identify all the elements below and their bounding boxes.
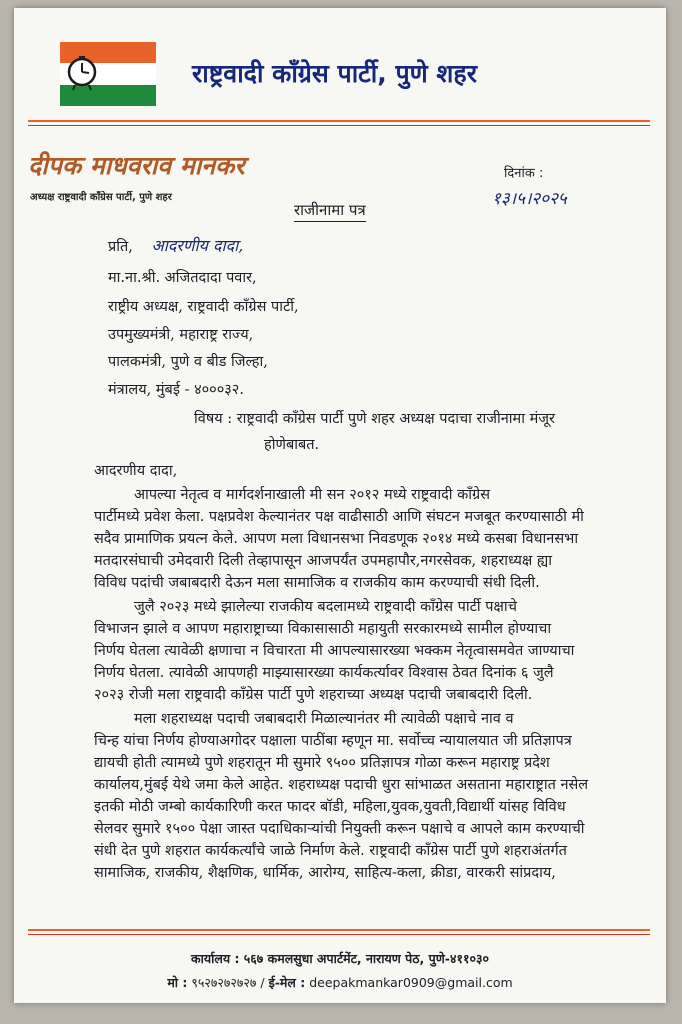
addressee-line: राष्ट्रीय अध्यक्ष, राष्ट्रवादी काँग्रेस पार्टी, [108,299,299,315]
party-name-heading: राष्ट्रवादी काँग्रेस पार्टी, पुणे शहर [192,59,477,88]
addressee-line: मा.ना.श्री. अजितदादा पवार, [108,270,257,286]
letter-page [14,8,666,1003]
paragraph-line: द्यायची होती त्यामध्ये पुणे शहरातून मी सुमारे ९५०० प्रतिज्ञापत्र गोळा करून महाराष्ट्र प्रदेश [94,755,550,771]
contact-separator: / [260,975,265,990]
handwritten-salutation: आदरणीय दादा, [151,236,244,255]
paragraph-line: निर्णय घेतला त्यावेळी क्षणाचा न विचारता मी आपल्यासारख्या भक्कम नेतृत्वासमवेत जाण्याचा [94,643,575,659]
paragraph-line: जुलै २०२३ मध्ये झालेल्या राजकीय बदलामध्ये राष्ट्रवादी काँग्रेस पार्टी पक्षाचे [134,599,517,615]
paragraph-line: इतकी मोठी जम्बो कार्यकारिणी करत फादर बॉडी, महिला,युवक,युवती,विद्यार्थी यांसह विविध [94,799,566,815]
email-label: ई-मेल : [268,975,306,990]
email-address: deepakmankar0909@gmail.com [309,975,513,990]
clock-flag-icon [60,42,156,106]
subject-line: होणेबाबत. [264,437,320,453]
header-rule-red [28,125,650,126]
paragraph-line: विभाजन झाले व आपण महाराष्ट्राच्या विकासासाठी महायुती सरकारमध्ये सामील होण्याचा [94,621,552,637]
date-value: १३।५।२०२५ [492,189,567,209]
paragraph-line: चिन्ह यांचा निर्णय होण्याअगोदर पक्षाला पाठींबा म्हणून मा. सर्वोच्च न्यायालयात जी प्रतिज्ञापत्र [94,733,572,749]
footer-contact [14,974,666,991]
paragraph-line: कार्यालय,मुंबई येथे जमा केले आहेत. शहराध्यक्ष पदाची धुरा सांभाळत असताना महाराष्ट्रात नसेल [94,777,589,793]
date-label: दिनांक : [504,166,544,181]
paragraph-line: मतदारसंघाची उमेदवारी दिली तेव्हापासून आजपर्यंत उपमहापौर,नगरसेवक, शहराध्यक्ष ह्या [94,553,553,569]
body-paragraph [94,484,634,594]
footer-office-address: कार्यालय : ५६७ कमलसुधा अपार्टमेंट, नारायण पेठ, पुणे-४११०३० [191,951,489,966]
footer-rule-red [28,934,650,935]
mobile-number: ९५२७२७२७२७ [191,975,257,990]
body-paragraph [94,596,634,706]
paragraph-line: संधी देत पुणे शहरात कार्यकर्त्यांचे जाळे निर्माण केले. राष्ट्रवादी काँग्रेस पार्टी पुणे शहराअंतर्गत [94,843,567,859]
paragraph-line: सामाजिक, राजकीय, शैक्षणिक, धार्मिक, आरोग्य, साहित्य-कला, क्रीडा, वारकरी सांप्रदाय, [94,865,556,881]
body-paragraph [94,708,634,884]
paragraph-line: मला शहराध्यक्ष पदाची जबाबदारी मिळाल्यानंतर मी त्यावेळी पक्षाचे नाव व [134,711,514,727]
greeting: आदरणीय दादा, [94,463,178,479]
subject-line: विषय : राष्ट्रवादी काँग्रेस पार्टी पुणे शहर अध्यक्ष पदाचा राजीनामा मंजूर [194,411,555,427]
addressee-prefix: प्रति, [108,239,133,255]
footer-rule-saffron [28,929,650,931]
signatory-name: दीपक माधवराव मानकर [28,151,245,180]
subject-block [194,406,634,458]
mobile-label: मो : [167,975,188,990]
party-logo [60,42,156,106]
signatory-designation: अध्यक्ष राष्ट्रवादी काँग्रेस पार्टी, पुणे शहर [30,192,172,203]
paragraph-line: सेलवर सुमारे १५०० पेक्षा जास्त पदाधिकाऱ्यांची नियुक्ती करून पक्षाचे व आपले काम करण्याची [94,821,585,837]
header-rule-saffron [28,120,650,122]
paragraph-line: पार्टीमध्ये प्रवेश केला. पक्षप्रवेश केल्यानंतर पक्ष वाढीसाठी आणि संघटन मजबूत करण्यासाठी मी [94,509,584,525]
addressee-line: मंत्रालय, मुंबई - ४०००३२. [108,382,244,398]
addressee-prefix-line [108,234,243,256]
paragraph-line: सदैव प्रामाणिक प्रयत्न केले. आपण मला विधानसभा निवडणूक २०१४ मध्ये कसबा विधानसभा [94,531,579,547]
document-title: राजीनामा पत्र [294,200,366,222]
paragraph-line: विविध पदांची जबाबदारी देऊन मला सामाजिक व राजकीय काम करण्याची संधी दिली. [94,575,540,591]
paragraph-line: आपल्या नेतृत्व व मार्गदर्शनाखाली मी सन २०१२ मध्ये राष्ट्रवादी काँग्रेस [134,487,491,503]
addressee-line: उपमुख्यमंत्री, महाराष्ट्र राज्य, [108,327,254,343]
paragraph-line: २०२३ रोजी मला राष्ट्रवादी काँग्रेस पार्टी पुणे शहराच्या अध्यक्ष पदाची जबाबदारी दिली. [94,687,533,703]
addressee-line: पालकमंत्री, पुणे व बीड जिल्हा, [108,354,268,370]
paragraph-line: निर्णय घेतला. त्यावेळी आपणही माझ्यासारख्या कार्यकर्त्यावर विश्वास ठेवत दिनांक ६ जुलै [94,665,554,681]
